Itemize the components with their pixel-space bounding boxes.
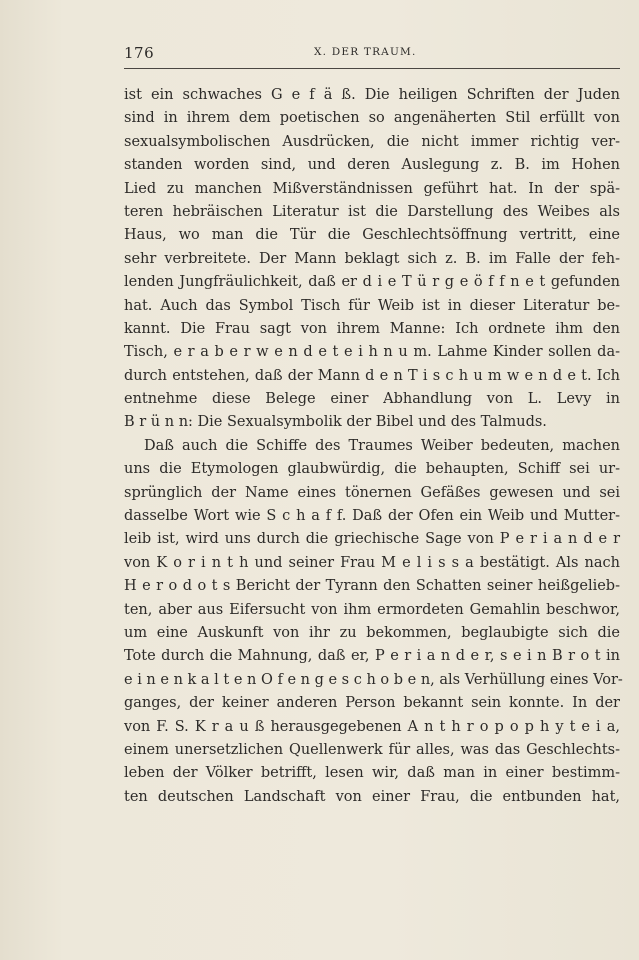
text-line: sehr verbreitete. Der Mann beklagt sich z. B. im Falle der feh- bbox=[124, 250, 620, 267]
text-line: H e r o d o t s Bericht der Tyrann den Schatten seiner heißgelieb- bbox=[124, 578, 620, 595]
text-line: sind in ihrem dem poetischen so angenäherten Stil erfüllt von bbox=[124, 110, 620, 127]
text-line: Lied zu manchen Mißverständnissen geführt hat. In der spä- bbox=[124, 180, 620, 197]
text-line: um eine Auskunft von ihr zu bekommen, beglaubigte sich die bbox=[124, 624, 620, 641]
text-line: lenden Jungfräulichkeit, daß er d i e T ü r g e ö f f n e t gefunden bbox=[124, 274, 620, 291]
text-line: Tote durch die Mahnung, daß er, P e r i a n d e r, s e i n B r o t in bbox=[124, 648, 620, 665]
text-line: kannt. Die Frau sagt von ihrem Manne: Ich ordnete ihm den bbox=[124, 320, 620, 337]
text-line: teren hebräischen Literatur ist die Darstellung des Weibes als bbox=[124, 203, 620, 220]
body-text bbox=[124, 84, 623, 809]
text-line: uns die Etymologen glaubwürdig, die behaupten, Schiff sei ur- bbox=[124, 461, 620, 478]
text-line: leben der Völker betrifft, lesen wir, daß man in einer bestimm- bbox=[124, 765, 620, 782]
page-header bbox=[124, 44, 620, 69]
text-line: dasselbe Wort wie S c h a f f. Daß der Ofen ein Weib und Mutter- bbox=[124, 508, 620, 525]
text-line: ten deutschen Landschaft von einer Frau, die entbunden hat, bbox=[124, 788, 620, 805]
page-number: 176 bbox=[124, 44, 155, 62]
text-line: ganges, der keiner anderen Person bekannt sein konnte. In der bbox=[124, 695, 620, 712]
text-line: Tisch, e r a b e r w e n d e t e i h n u m. Lahme Kinder sollen da- bbox=[124, 344, 620, 361]
text-line: einem unersetzlichen Quellenwerk für alles, was das Geschlechts- bbox=[124, 741, 620, 758]
text-line: e i n e n k a l t e n O f e n g e s c h o b e n, als Verhüllung eines Vor- bbox=[124, 671, 623, 688]
text-line: sprünglich der Name eines tönernen Gefäßes gewesen und sei bbox=[124, 484, 620, 501]
text-line: sexualsymbolischen Ausdrücken, die nicht immer richtig ver- bbox=[124, 133, 620, 150]
text-line: von F. S. K r a u ß herausgegebenen A n t h r o p o p h y t e i a, bbox=[124, 718, 620, 735]
running-title: X. DER TRAUM. bbox=[314, 46, 417, 58]
text-line: standen worden sind, und deren Auslegung z. B. im Hohen bbox=[124, 157, 620, 174]
text-line: leib ist, wird uns durch die griechische Sage von P e r i a n d e r bbox=[124, 531, 620, 548]
text-line: Haus, wo man die Tür die Geschlechtsöffnung vertritt, eine bbox=[124, 227, 620, 244]
text-line: B r ü n n: Die Sexualsymbolik der Bibel und des Talmuds. bbox=[124, 414, 547, 431]
text-line: durch entstehen, daß der Mann d e n T i s c h u m w e n d e t. Ich bbox=[124, 367, 620, 384]
text-line: hat. Auch das Symbol Tisch für Weib ist in dieser Literatur be- bbox=[124, 297, 620, 314]
text-line: ten, aber aus Eifersucht von ihm ermordeten Gemahlin beschwor, bbox=[124, 601, 620, 618]
text-line: ist ein schwaches G e f ä ß. Die heiligen Schriften der Juden bbox=[124, 87, 620, 103]
text-line: Daß auch die Schiffe des Traumes Weiber bedeuten, machen bbox=[144, 437, 620, 454]
text-line: entnehme diese Belege einer Abhandlung von L. Levy in bbox=[124, 391, 620, 408]
text-line: von K o r i n t h und seiner Frau M e l i s s a bestätigt. Als nach bbox=[124, 554, 620, 571]
